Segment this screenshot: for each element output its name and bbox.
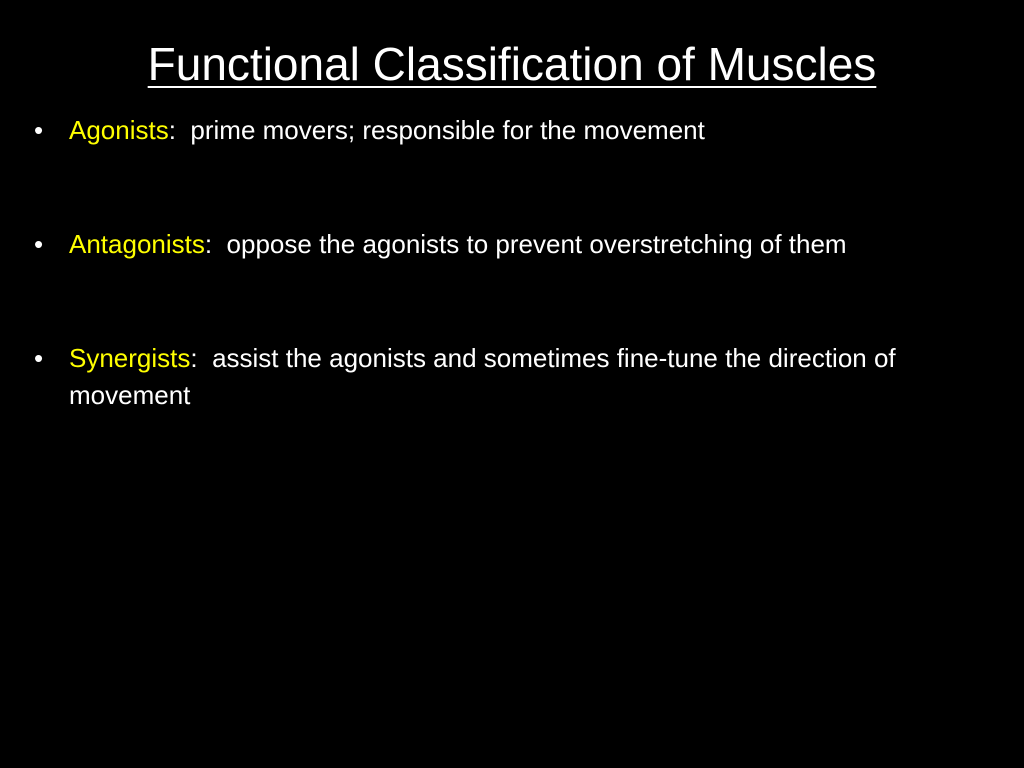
bullet-icon: • bbox=[34, 115, 44, 145]
bullet-separator: : bbox=[168, 115, 191, 145]
slide-title: Functional Classification of Muscles bbox=[147, 38, 877, 90]
bullet-list bbox=[34, 112, 954, 414]
bullet-separator: : bbox=[190, 343, 213, 373]
bullet-term: Antagonists bbox=[69, 229, 205, 259]
bullet-term: Synergists bbox=[69, 343, 191, 373]
bullet-description: assist the agonists and sometimes fine-tune the direction of movement bbox=[69, 343, 896, 410]
bullet-item-synergists bbox=[34, 340, 954, 414]
bullet-separator: : bbox=[204, 229, 227, 259]
bullet-icon: • bbox=[34, 343, 44, 373]
bullet-item-agonists bbox=[34, 112, 954, 149]
bullet-term: Agonists bbox=[69, 115, 169, 145]
bullet-description: oppose the agonists to prevent overstretching of them bbox=[226, 229, 847, 259]
bullet-description: prime movers; responsible for the movement bbox=[190, 115, 705, 145]
bullet-icon: • bbox=[34, 229, 44, 259]
bullet-item-antagonists bbox=[34, 226, 954, 263]
